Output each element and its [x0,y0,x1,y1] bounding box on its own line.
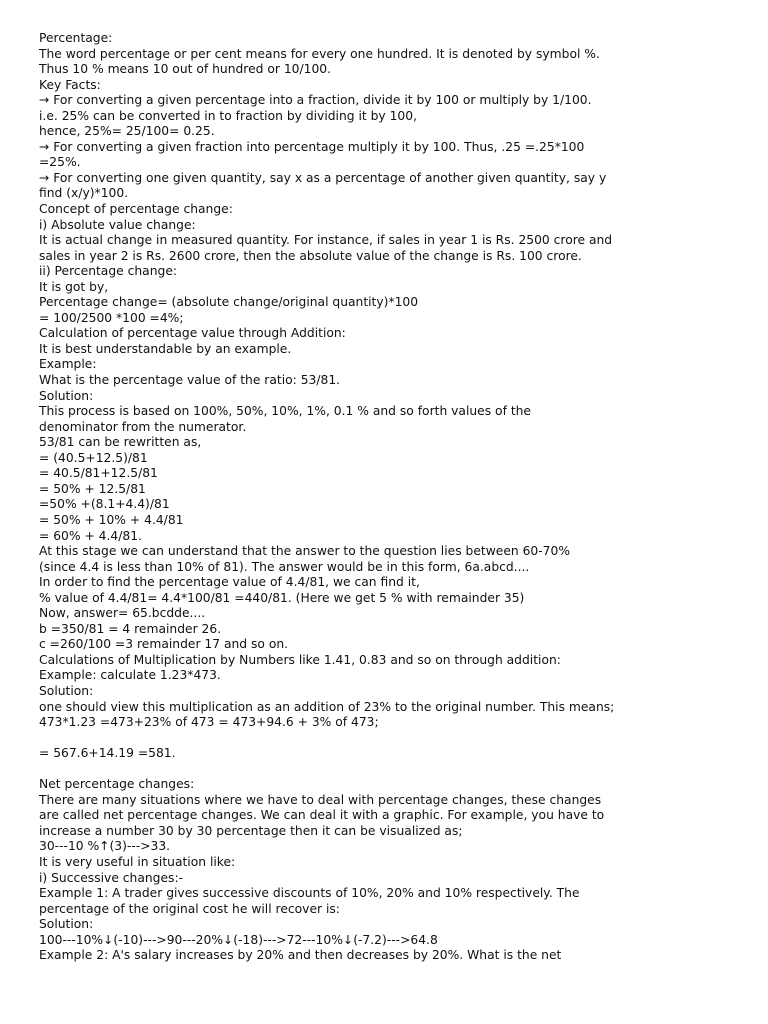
text-line: find (x/y)*100. [39,186,129,201]
document-body [39,31,754,964]
text-line: Solution: [39,388,94,403]
text-line: (since 4.4 is less than 10% of 81). The answer would be in this form, 6a.abcd.... [39,559,530,574]
blank-line [39,731,754,747]
text-line: Solution: [39,917,94,932]
heading-net-percentage: Net percentage changes: [39,777,195,792]
blank-line [39,762,754,778]
text-line: Percentage change= (absolute change/original quantity)*100 [39,295,419,310]
text-line: → For converting a given percentage into a fraction, divide it by 100 or multiply by 1/100. [39,93,592,108]
text-line: Solution: [39,683,94,698]
text-line: =25%. [39,155,81,170]
text-line: = 567.6+14.19 =581. [39,746,176,761]
text-line: In order to find the percentage value of 4.4/81, we can find it, [39,575,420,590]
text-line: = 100/2500 *100 =4%; [39,310,184,325]
text-line: increase a number 30 by 30 percentage then it can be visualized as; [39,823,463,838]
text-line: i) Successive changes:- [39,870,184,885]
text-line: This process is based on 100%, 50%, 10%, 1%, 0.1 % and so forth values of the [39,404,532,419]
text-line: → For converting a given fraction into percentage multiply it by 100. Thus, .25 =.25*100 [39,139,585,154]
heading-addition: Calculation of percentage value through Addition: [39,326,346,341]
heading-multiplication: Calculations of Multiplication by Numbers like 1.41, 0.83 and so on through addition: [39,652,561,667]
text-line: b =350/81 = 4 remainder 26. [39,621,222,636]
text-line: → For converting one given quantity, say x as a percentage of another given quantity, say y [39,170,607,185]
text-line: are called net percentage changes. We can deal it with a graphic. For example, you have to [39,808,605,823]
text-line: hence, 25%= 25/100= 0.25. [39,124,215,139]
text-line: = 50% + 12.5/81 [39,481,146,496]
text-line: % value of 4.4/81= 4.4*100/81 =440/81. (Here we get 5 % with remainder 35) [39,590,525,605]
text-line: Example 2: A's salary increases by 20% and then decreases by 20%. What is the net [39,948,562,963]
text-line: It is actual change in measured quantity. For instance, if sales in year 1 is Rs. 2500 crore and [39,233,613,248]
text-line: Example: calculate 1.23*473. [39,668,221,683]
text-line: i) Absolute value change: [39,217,196,232]
text-line: It is best understandable by an example. [39,341,292,356]
text-line: There are many situations where we have to deal with percentage changes, these changes [39,792,602,807]
text-line: = (40.5+12.5)/81 [39,450,148,465]
text-line: =50% +(8.1+4.4)/81 [39,497,170,512]
text-line: It is got by, [39,279,109,294]
text-line: 30---10 %↑(3)--->33. [39,839,171,854]
text-line: What is the percentage value of the ratio: 53/81. [39,373,341,388]
heading-key-facts: Key Facts: [39,77,101,92]
text-line: It is very useful in situation like: [39,854,236,869]
heading-percentage: Percentage: [39,31,113,45]
text-line: one should view this multiplication as an addition of 23% to the original number. This means; [39,699,615,714]
text-line: 473*1.23 =473+23% of 473 = 473+94.6 + 3% of 473; [39,715,379,730]
text-line: denominator from the numerator. [39,419,247,434]
text-line: = 40.5/81+12.5/81 [39,466,158,481]
text-line: ii) Percentage change: [39,264,178,279]
text-line: Now, answer= 65.bcdde.... [39,606,206,621]
text-line: sales in year 2 is Rs. 2600 crore, then the absolute value of the change is Rs. 100 crore. [39,248,582,263]
text-line: Thus 10 % means 10 out of hundred or 10/100. [39,62,332,77]
text-line: The word percentage or per cent means for every one hundred. It is denoted by symbol %. [39,46,600,61]
text-line: = 60% + 4.4/81. [39,528,142,543]
heading-percentage-change: Concept of percentage change: [39,202,233,217]
text-line: 100---10%↓(-10)--->90---20%↓(-18)--->72---10%↓(-7.2)--->64.8 [39,932,438,947]
text-line: 53/81 can be rewritten as, [39,435,202,450]
text-line: percentage of the original cost he will recover is: [39,901,340,916]
text-line: Example 1: A trader gives successive discounts of 10%, 20% and 10% respectively. The [39,886,580,901]
text-line: At this stage we can understand that the answer to the question lies between 60-70% [39,544,571,559]
text-line: c =260/100 =3 remainder 17 and so on. [39,637,289,652]
text-line: = 50% + 10% + 4.4/81 [39,512,184,527]
text-line: Example: [39,357,97,372]
text-line: i.e. 25% can be converted in to fraction by dividing it by 100, [39,108,417,123]
